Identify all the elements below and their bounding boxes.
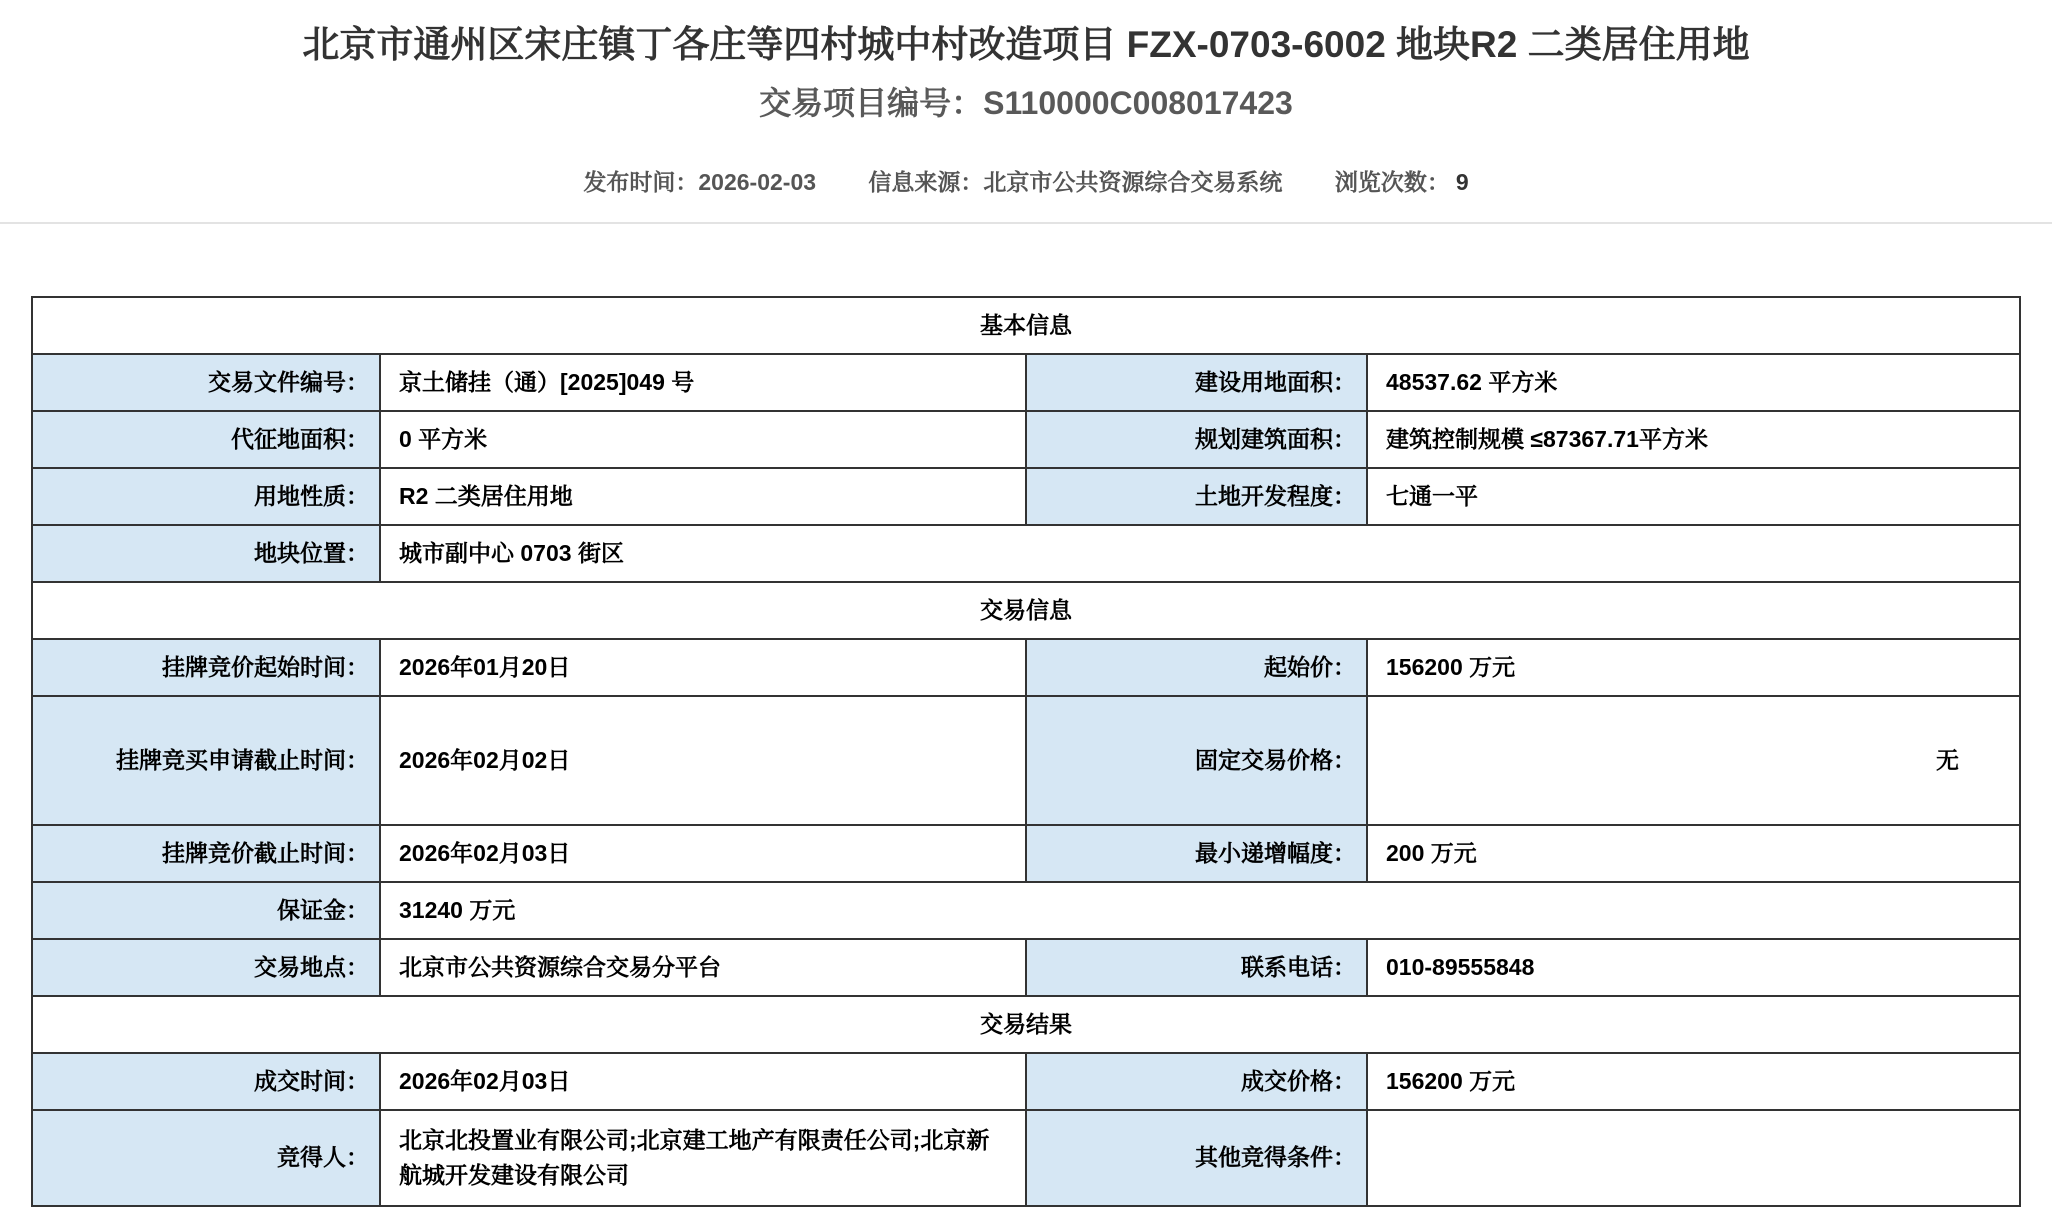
table-row — [32, 882, 2020, 939]
value-deal-time: 2026年02月03日 — [380, 1053, 1026, 1110]
value-expropriated-area: 0 平方米 — [380, 411, 1026, 468]
label-land-area: 建设用地面积： — [1026, 354, 1367, 411]
label-deal-price: 成交价格： — [1026, 1053, 1367, 1110]
value-venue: 北京市公共资源综合交易分平台 — [380, 939, 1026, 996]
section-row-trade — [32, 582, 2020, 639]
value-land-area: 48537.62 平方米 — [1367, 354, 2020, 411]
label-planned-area: 规划建筑面积： — [1026, 411, 1367, 468]
value-listing-start: 2026年01月20日 — [380, 639, 1026, 696]
label-venue: 交易地点： — [32, 939, 380, 996]
page-title: 北京市通州区宋庄镇丁各庄等四村城中村改造项目 FZX-0703-6002 地块R2 二类居住用地 — [302, 24, 1750, 65]
label-expropriated-area: 代征地面积： — [32, 411, 380, 468]
label-listing-start: 挂牌竞价起始时间： — [32, 639, 380, 696]
value-start-price: 156200 万元 — [1367, 639, 2020, 696]
publish-time-label: 发布时间： — [583, 169, 699, 196]
label-other-conditions: 其他竞得条件： — [1026, 1110, 1367, 1206]
table-row — [32, 525, 2020, 582]
label-deposit: 保证金： — [32, 882, 380, 939]
label-bid-deadline: 挂牌竞价截止时间： — [32, 825, 380, 882]
label-deal-time: 成交时间： — [32, 1053, 380, 1110]
value-deal-price: 156200 万元 — [1367, 1053, 2020, 1110]
label-land-use: 用地性质： — [32, 468, 380, 525]
label-phone: 联系电话： — [1026, 939, 1367, 996]
header-divider — [0, 222, 2052, 224]
label-apply-deadline: 挂牌竞买申请截止时间： — [32, 696, 380, 825]
table-row — [32, 354, 2020, 411]
value-location: 城市副中心 0703 街区 — [380, 525, 2020, 582]
section-title-result: 交易结果 — [32, 996, 2020, 1053]
value-development-level: 七通一平 — [1367, 468, 2020, 525]
table-row — [32, 1053, 2020, 1110]
label-winner: 竞得人： — [32, 1110, 380, 1206]
value-fixed-price: 无 — [1367, 696, 2020, 825]
value-planned-area: 建筑控制规模 ≤87367.71平方米 — [1367, 411, 2020, 468]
table-row — [32, 696, 2020, 825]
publish-time — [583, 168, 816, 198]
table-row — [32, 1110, 2020, 1206]
table-row — [32, 825, 2020, 882]
info-source-value: 北京市公共资源综合交易系统 — [983, 169, 1283, 196]
project-number: 交易项目编号：S110000C008017423 — [759, 85, 1293, 122]
label-fixed-price: 固定交易价格： — [1026, 696, 1367, 825]
label-development-level: 土地开发程度： — [1026, 468, 1367, 525]
table-row — [32, 468, 2020, 525]
view-count — [1335, 168, 1469, 198]
publish-time-value: 2026-02-03 — [698, 169, 817, 196]
value-doc-number: 京土储挂（通）[2025]049 号 — [380, 354, 1026, 411]
value-winner: 北京北投置业有限公司;北京建工地产有限责任公司;北京新航城开发建设有限公司 — [380, 1110, 1026, 1206]
table-row — [32, 639, 2020, 696]
value-bid-deadline: 2026年02月03日 — [380, 825, 1026, 882]
transaction-info-table — [31, 296, 2021, 1207]
value-min-increment: 200 万元 — [1367, 825, 2020, 882]
value-apply-deadline: 2026年02月02日 — [380, 696, 1026, 825]
table-row — [32, 939, 2020, 996]
label-min-increment: 最小递增幅度： — [1026, 825, 1367, 882]
view-count-value: 9 — [1455, 169, 1469, 196]
value-land-use: R2 二类居住用地 — [380, 468, 1026, 525]
info-source — [868, 168, 1282, 198]
label-location: 地块位置： — [32, 525, 380, 582]
info-source-label: 信息来源： — [868, 169, 984, 196]
meta-line — [0, 168, 2052, 198]
section-title-basic: 基本信息 — [32, 297, 2020, 354]
view-count-label: 浏览次数： — [1334, 169, 1450, 196]
section-row-result — [32, 996, 2020, 1053]
section-row-basic — [32, 297, 2020, 354]
value-phone: 010-89555848 — [1367, 939, 2020, 996]
value-other-conditions — [1367, 1110, 2020, 1206]
table-row — [32, 411, 2020, 468]
label-doc-number: 交易文件编号： — [32, 354, 380, 411]
section-title-trade: 交易信息 — [32, 582, 2020, 639]
label-start-price: 起始价： — [1026, 639, 1367, 696]
page-header — [0, 0, 2052, 224]
value-deposit: 31240 万元 — [380, 882, 2020, 939]
